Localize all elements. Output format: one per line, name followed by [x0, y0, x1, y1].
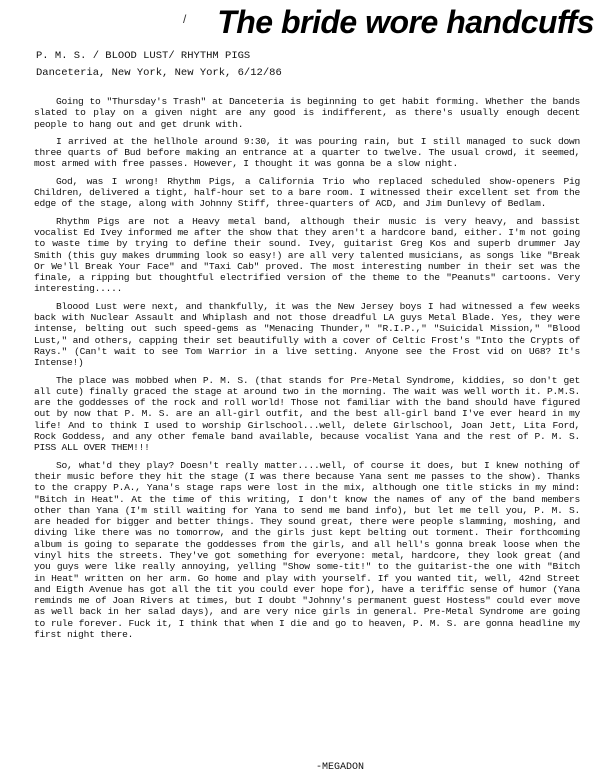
review-paragraph: Rhythm Pigs are not a Heavy metal band, although their music is very heavy, and bassist vocalist Ed Ivey informed me after the show that they aren't a hardcore band, either. I'm not going to waste time by trying to define their sound. Ivey, guitarist Greg Kos and superb drummer Jay Smith (this guy makes drumming look so easy!) are all very talented musicians, as songs like "Break Or We'll Break Your Face" and "Taxi Cab" proved. The most interesting number in their set was the finale, a ripping but thoughtful electrified version of the theme to the "Peanuts" cartoons. Very interesting.....: [34, 215, 580, 295]
review-paragraph: God, was I wrong! Rhythm Pigs, a California Trio who replaced scheduled show-openers Pig Children, delivered a tight, half-hour set to a bare room. I witnessed their excellent set from the edge of the stage, along with Johnny Stiff, three-quarters of ACD, and Jim Dunlevy of Bedlam.: [34, 175, 580, 210]
headline: The bride wore handcuffs: [217, 4, 594, 40]
review-meta: [36, 48, 576, 82]
review-body: [34, 96, 580, 646]
review-paragraph: I arrived at the hellhole around 9:30, it was pouring rain, but I still managed to suck down three quarts of Bud before making an entrance at a quarter to twelve. The usual crowd, it seemed, most armed with free passes. However, I thought it was gonna be a slow night.: [34, 135, 580, 170]
review-paragraph: So, what'd they play? Doesn't really matter....well, of course it does, but I knew nothing of their music before they hit the stage (I was there because Yana sent me passes to the show). Thanks to the crappy P.A., Yana's stage raps were lost in the mix, although one title sticks in my mind: "Bitch in Heat". At the time of this writing, I don't know the names of any of the band members other than Yana (I'm still waiting for Yana to send me band info), but let me tell you, P. M. S. are headed for bigger and better things. They sound great, there were people slamming, moshing, and diving like there was no tomorrow, and the girls just kept belting out torment. Their forthcoming album is going to separate the goddesses from the girls, and all hell's gonna break loose when the vinyl hits the streets. They've got something for everyone: metal, hardcore, they look great (and you guys were like really annoying, yelling "Show some-tit!" to the guitarist-the one with "Bitch in Heat" written on her arm. Go home and play with yourself. If you wanted tit, well, 42nd Street and Eigth Avenue has got all the tit you could ever hope for), have a teriffic sense of humor (Yana reminds me of Joan Rivers at times, but I doubt "Johnny's permanent guest Hostess" could ever move as well back in her salad days), and are very nice girls in general. Pre-Metal Syndrome are going to rule forever. Fuck it, I think that when I die and go to heaven, P. M. S. are gonna headline my first night there.: [34, 459, 580, 641]
band-bill: P. M. S. / BLOOD LUST/ RHYTHM PIGS: [36, 50, 251, 62]
author-signoff: -MEGADON: [316, 762, 365, 773]
review-paragraph: Bloood Lust were next, and thankfully, it was the New Jersey boys I had witnessed a few weeks back with Nuclear Assault and Whiplash and not those dreadful LA guys Metal Blade. Yes, they were intense, belting out such speed-gems as "Menacing Thunder," "R.I.P.," "Suicidal Mission," "Blood Lust," and others, capping their set beautifully with a cover of Celtic Frost's "Into the Crypts of Rays." (Can't wait to see Tom Warrior in a live setting. Anyone see the Frost vid on U68? It's Intense!): [34, 300, 580, 369]
review-paragraph: The place was mobbed when P. M. S. (that stands for Pre-Metal Syndrome, kiddies, so don't get all cute) finally graced the stage at around two in the morning. The wait was well worth it. P.M.S. are the goddesses of the rock and roll world! Those not familiar with the band should have figured out by now that P. M. S. are an all-girl outfit, and the best all-girl band I've ever heard in my life! And to think I used to worship Girlschool...well, delete Girlschool, Joan Jett, Lita Ford, Rock Goddess, and any other female band available, because vocalist Yana and the rest of P. M. S. PISS ALL OVER THEM!!!: [34, 374, 580, 454]
headline-mark: /: [183, 12, 187, 26]
review-paragraph: Going to "Thursday's Trash" at Danceteria is beginning to get habit forming. Whether the bands slated to play on a given night are any good is indifferent, as there's usually enough decent people to hang out and get drunk with.: [34, 96, 580, 130]
venue-date: Danceteria, New York, New York, 6/12/86: [36, 67, 282, 79]
